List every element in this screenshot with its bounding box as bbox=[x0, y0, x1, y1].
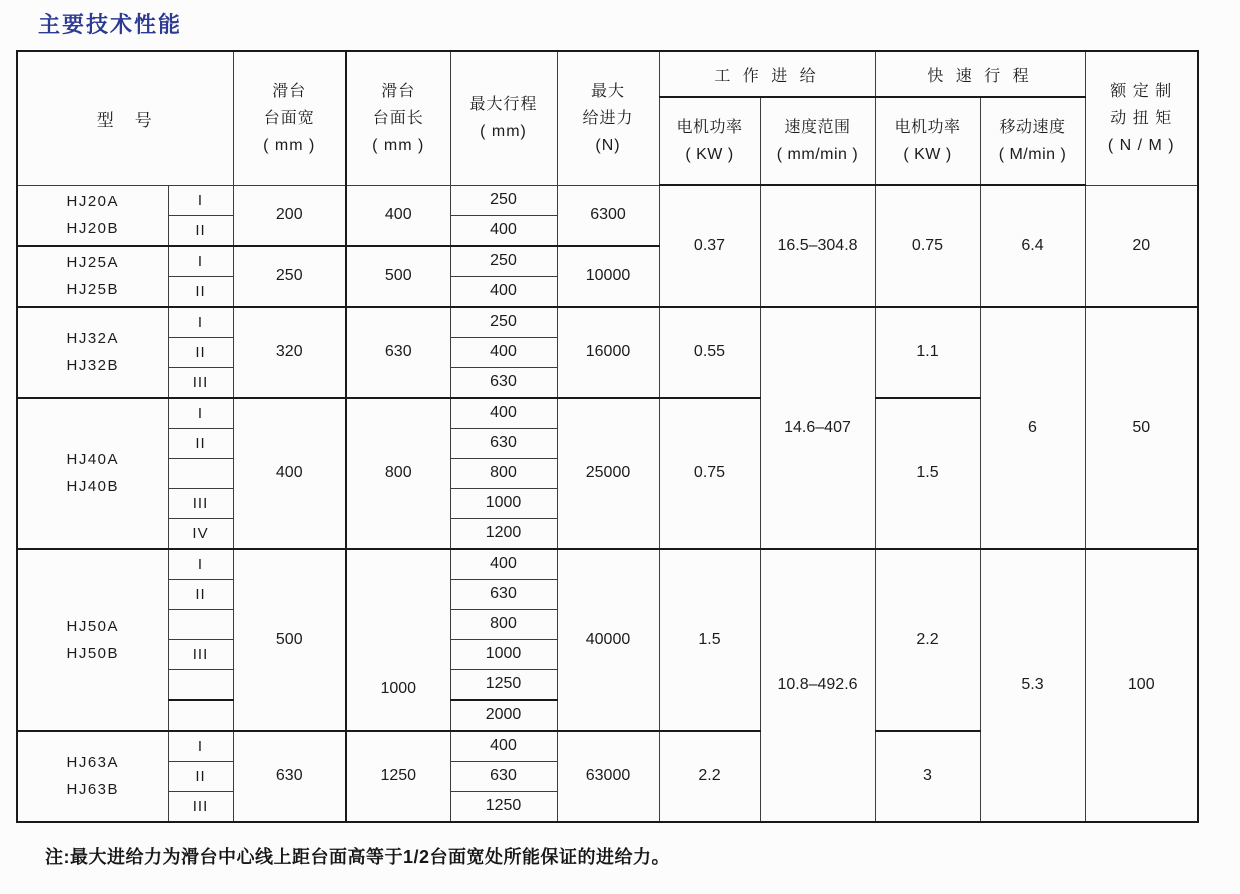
header-line: ( KW ) bbox=[903, 146, 952, 163]
col-header-work-feed: 工 作 进 给 bbox=[659, 51, 875, 97]
variant-cell: I bbox=[168, 398, 233, 429]
model-cell bbox=[17, 549, 168, 731]
model-line: HJ32A bbox=[66, 330, 120, 347]
variant-cell: II bbox=[168, 579, 233, 609]
model-line: HJ32B bbox=[66, 357, 120, 374]
rapid-power-cell: 1.1 bbox=[875, 307, 980, 398]
rapid-power-cell: 3 bbox=[875, 731, 980, 822]
header-line: 最大行程 bbox=[469, 96, 538, 114]
header-line: 滑台 bbox=[272, 82, 307, 100]
width-cell: 500 bbox=[233, 549, 346, 731]
header-line: ( N / M ) bbox=[1107, 136, 1175, 154]
width-cell: 400 bbox=[233, 398, 346, 549]
col-header-brake-torque bbox=[1085, 51, 1198, 185]
width-cell: 200 bbox=[233, 185, 346, 246]
header-line: 台面长 bbox=[372, 109, 424, 127]
brake-torque-cell: 50 bbox=[1085, 307, 1198, 549]
length-cell: 630 bbox=[346, 307, 450, 398]
model-line: HJ40A bbox=[66, 451, 120, 468]
model-cell bbox=[17, 731, 168, 822]
model-cell bbox=[17, 398, 168, 549]
stroke-cell: 400 bbox=[450, 549, 557, 580]
force-cell: 6300 bbox=[557, 185, 659, 246]
header-line: 动 扭 矩 bbox=[1110, 109, 1173, 127]
spec-table bbox=[16, 50, 1199, 823]
model-line: HJ50B bbox=[66, 644, 120, 662]
header-line: ( mm/min ) bbox=[776, 146, 859, 163]
rapid-power-cell: 1.5 bbox=[875, 398, 980, 549]
header-line: 电机功率 bbox=[676, 119, 743, 136]
col-header-rapid-travel: 快 速 行 程 bbox=[875, 51, 1085, 97]
header-line: (N) bbox=[595, 136, 621, 154]
header-line: ( mm ) bbox=[263, 136, 316, 154]
stroke-cell: 630 bbox=[450, 761, 557, 791]
work-power-cell: 1.5 bbox=[659, 549, 760, 731]
brake-torque-cell: 100 bbox=[1085, 549, 1198, 822]
variant-cell: I bbox=[168, 185, 233, 215]
variant-cell: III bbox=[168, 791, 233, 822]
model-line: HJ20B bbox=[66, 220, 120, 237]
length-cell: 800 bbox=[346, 398, 450, 549]
header-line: 电机功率 bbox=[894, 119, 961, 136]
speed-range-cell: 16.5–304.8 bbox=[760, 185, 875, 307]
variant-cell: III bbox=[168, 488, 233, 518]
stroke-cell: 800 bbox=[450, 458, 557, 488]
brake-torque-cell: 20 bbox=[1085, 185, 1198, 307]
variant-cell: II bbox=[168, 337, 233, 367]
width-cell: 250 bbox=[233, 246, 346, 307]
model-line: HJ25A bbox=[66, 254, 120, 271]
stroke-cell: 1000 bbox=[450, 639, 557, 669]
model-line: HJ20A bbox=[66, 193, 120, 210]
variant-cell: II bbox=[168, 215, 233, 246]
move-speed-cell: 6.4 bbox=[980, 185, 1085, 307]
work-power-cell: 0.55 bbox=[659, 307, 760, 398]
table-row bbox=[17, 549, 1198, 580]
stroke-cell: 2000 bbox=[450, 700, 557, 731]
table-row bbox=[17, 185, 1198, 215]
stroke-cell: 630 bbox=[450, 367, 557, 398]
stroke-cell: 250 bbox=[450, 307, 557, 338]
stroke-cell: 250 bbox=[450, 246, 557, 277]
stroke-cell: 250 bbox=[450, 185, 557, 215]
variant-cell bbox=[168, 458, 233, 488]
stroke-cell: 1250 bbox=[450, 669, 557, 700]
header-line: 滑台 bbox=[381, 82, 416, 100]
work-power-cell: 2.2 bbox=[659, 731, 760, 822]
rapid-power-cell: 0.75 bbox=[875, 185, 980, 307]
variant-cell bbox=[168, 669, 233, 700]
variant-cell: I bbox=[168, 549, 233, 580]
stroke-cell: 630 bbox=[450, 428, 557, 458]
stroke-cell: 800 bbox=[450, 609, 557, 639]
variant-cell: II bbox=[168, 761, 233, 791]
variant-cell bbox=[168, 700, 233, 731]
variant-cell: III bbox=[168, 367, 233, 398]
stroke-cell: 400 bbox=[450, 215, 557, 246]
header-line: 移动速度 bbox=[999, 119, 1066, 136]
stroke-cell: 630 bbox=[450, 579, 557, 609]
length-cell: 1000 bbox=[346, 549, 450, 731]
footnote: 注:最大进给力为滑台中心线上距台面高等于1/2台面宽处所能保证的进给力。 bbox=[45, 847, 671, 867]
move-speed-cell: 5.3 bbox=[980, 549, 1085, 822]
force-cell: 40000 bbox=[557, 549, 659, 731]
variant-cell: II bbox=[168, 428, 233, 458]
variant-cell: I bbox=[168, 246, 233, 277]
variant-cell: I bbox=[168, 307, 233, 338]
model-line: HJ25B bbox=[66, 281, 120, 298]
force-cell: 10000 bbox=[557, 246, 659, 307]
stroke-cell: 400 bbox=[450, 731, 557, 762]
force-cell: 63000 bbox=[557, 731, 659, 822]
table-row bbox=[17, 307, 1198, 338]
stroke-cell: 400 bbox=[450, 276, 557, 307]
stroke-cell: 400 bbox=[450, 398, 557, 429]
header-line: 速度范围 bbox=[784, 119, 851, 136]
variant-cell: III bbox=[168, 639, 233, 669]
model-line: HJ50A bbox=[66, 617, 120, 635]
model-cell bbox=[17, 307, 168, 398]
header-line: ( mm ) bbox=[372, 136, 425, 154]
header-line: 最大 bbox=[590, 82, 625, 100]
variant-cell: I bbox=[168, 731, 233, 762]
model-line: HJ63A bbox=[66, 754, 120, 771]
col-header-max-stroke bbox=[450, 51, 557, 185]
header-line: ( M/min ) bbox=[998, 146, 1067, 163]
force-cell: 16000 bbox=[557, 307, 659, 398]
col-header-model: 型 号 bbox=[17, 51, 233, 185]
stroke-cell: 1000 bbox=[450, 488, 557, 518]
col-header-work-motor bbox=[659, 97, 760, 185]
col-header-slide-length bbox=[346, 51, 450, 185]
col-header-rapid-speed bbox=[980, 97, 1085, 185]
work-power-cell: 0.75 bbox=[659, 398, 760, 549]
length-cell: 400 bbox=[346, 185, 450, 246]
force-cell: 25000 bbox=[557, 398, 659, 549]
variant-cell: IV bbox=[168, 518, 233, 549]
col-header-slide-width bbox=[233, 51, 346, 185]
stroke-cell: 1250 bbox=[450, 791, 557, 822]
rapid-power-cell: 2.2 bbox=[875, 549, 980, 731]
page-title: 主要技术性能 bbox=[38, 12, 183, 37]
move-speed-cell: 6 bbox=[980, 307, 1085, 549]
header-row-1 bbox=[17, 51, 1198, 97]
header-line: ( KW ) bbox=[685, 146, 734, 163]
model-cell bbox=[17, 185, 168, 246]
width-cell: 320 bbox=[233, 307, 346, 398]
length-cell: 500 bbox=[346, 246, 450, 307]
header-line: 额 定 制 bbox=[1110, 82, 1173, 100]
stroke-cell: 400 bbox=[450, 337, 557, 367]
header-line: 台面宽 bbox=[263, 109, 315, 127]
col-header-rapid-motor bbox=[875, 97, 980, 185]
col-header-max-force bbox=[557, 51, 659, 185]
variant-cell bbox=[168, 609, 233, 639]
work-power-cell: 0.37 bbox=[659, 185, 760, 307]
col-header-work-speed bbox=[760, 97, 875, 185]
header-line: 给进力 bbox=[582, 109, 634, 127]
header-line: ( mm) bbox=[480, 123, 527, 141]
speed-range-cell: 10.8–492.6 bbox=[760, 549, 875, 822]
width-cell: 630 bbox=[233, 731, 346, 822]
model-line: HJ40B bbox=[66, 478, 120, 495]
model-line: HJ63B bbox=[66, 781, 120, 798]
length-cell: 1250 bbox=[346, 731, 450, 822]
variant-cell: II bbox=[168, 276, 233, 307]
stroke-cell: 1200 bbox=[450, 518, 557, 549]
model-cell bbox=[17, 246, 168, 307]
speed-range-cell: 14.6–407 bbox=[760, 307, 875, 549]
